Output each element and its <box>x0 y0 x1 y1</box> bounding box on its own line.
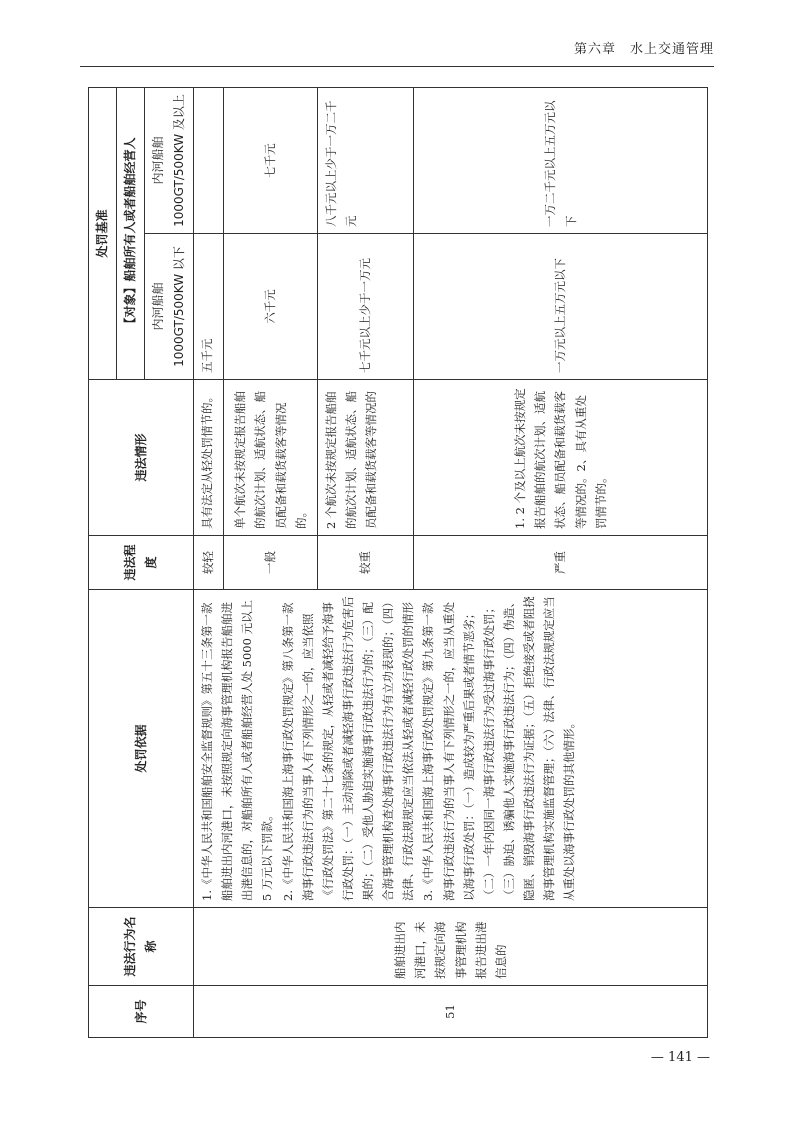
penalty-large-cell: 八千元以上少于一万二千元 <box>318 87 414 233</box>
rotated-table-wrapper <box>88 88 708 1038</box>
circumstance-cell: 1. 2 个及以上航次未按规定报告船舶的航次计划、适航状态、船员配备和载货载客等情况的。2、具有从重处罚情节的。 <box>414 380 708 536</box>
header-degree: 违法程度 <box>89 536 194 590</box>
degree-cell: 较重 <box>318 536 414 590</box>
penalty-large-cell: 一万二千元以上五万元以下 <box>414 87 708 233</box>
penalty-small-cell: 六千元 <box>224 234 318 380</box>
circumstance-cell: 2 个航次未按规定报告船舶的航次计划、适航状态、船员配备和载货载客等情况的 <box>318 380 414 536</box>
penalty-large-cell: 七千元 <box>224 87 318 233</box>
header-col-small: 内河船舶 1000GT/500KW 以下 <box>145 234 194 380</box>
penalty-small-cell: 五千元 <box>194 234 224 380</box>
penalty-small-cell: 七千元以上少于一万元 <box>318 234 414 380</box>
header-name: 违法行为名称 <box>89 908 194 986</box>
header-basis: 处罚依据 <box>89 590 194 908</box>
circumstance-cell: 单个航次未按规定报告船舶的航次计划、适航状态、船员配备和载货载客等情况的。 <box>224 380 318 536</box>
degree-cell: 较轻 <box>194 536 224 590</box>
penalty-table <box>88 87 708 1038</box>
violation-name: 船舶进出内河港口，未按规定向海事管理机构报告进出港信息的 <box>194 908 708 986</box>
header-object: 【对象】船舶所有人或者船舶经营人 <box>117 87 145 379</box>
penalty-basis <box>194 590 708 908</box>
header-col-large: 内河船舶 1000GT/500KW 及以上 <box>145 87 194 233</box>
header-rule <box>80 66 714 67</box>
degree-cell: 一般 <box>224 536 318 590</box>
header-seq: 序号 <box>89 986 194 1038</box>
degree-cell: 严重 <box>414 536 708 590</box>
penalty-small-cell: 一万元以上五万元以下 <box>414 234 708 380</box>
basis-2: 2.《中华人民共和国海上海事行政处罚规定》第八条第一款 海事行政违法行为的当事人有下列情形之一的，应当依照《行政处罚法》第二十七条的规定，从轻或者减轻给予海事行政处罚：（一）主动消除或者减轻海事行政违法行为危害后果的；（二）受他人胁迫实施海事行政违法行为的；（三）配合海事管理机构查处海事行政违法行为有立功表现的；（四）法律、行政法规规定应当依法从轻或者减轻行政处罚的情形 <box>280 596 416 901</box>
header-circumstance: 违法情形 <box>89 380 194 536</box>
header-standard: 处罚基准 <box>89 87 117 379</box>
basis-3: 3.《中华人民共和国海上海事行政处罚规定》第九条第一款 海事行政违法行为的当事人有下列情形之一的，应当从重处以海事行政处罚：（一）造成较为严重后果或者情节恶劣；（二）一年内因同一海事行政违法行为受过海事行政处罚；（三）胁迫、诱骗他人实施海事行政违法行为；（四）伪造、隐匿、销毁海事行政违法行为证据；（五）拒绝接受或者阻挠海事管理机构实施监督管理；（六）法律、行政法规规定应当从重处以海事行政处罚的其他情形。 <box>421 596 577 901</box>
circumstance-cell: 具有法定从轻处罚情节的。 <box>194 380 224 536</box>
penalty-large-cell <box>194 87 224 233</box>
chapter-header: 第六章 水上交通管理 <box>573 42 714 57</box>
seq-cell: 51 <box>194 986 708 1038</box>
basis-1: 1.《中华人民共和国船舶安全监督规则》第五十三条第一款 船舶进出内河港口，未按照规定向海事管理机构报告船舶进出港信息的，对船舶所有人或者船舶经营人处 5000 元以上 5 万元以下罚款。 <box>200 599 275 901</box>
page-number: — 141 — <box>650 1050 710 1065</box>
